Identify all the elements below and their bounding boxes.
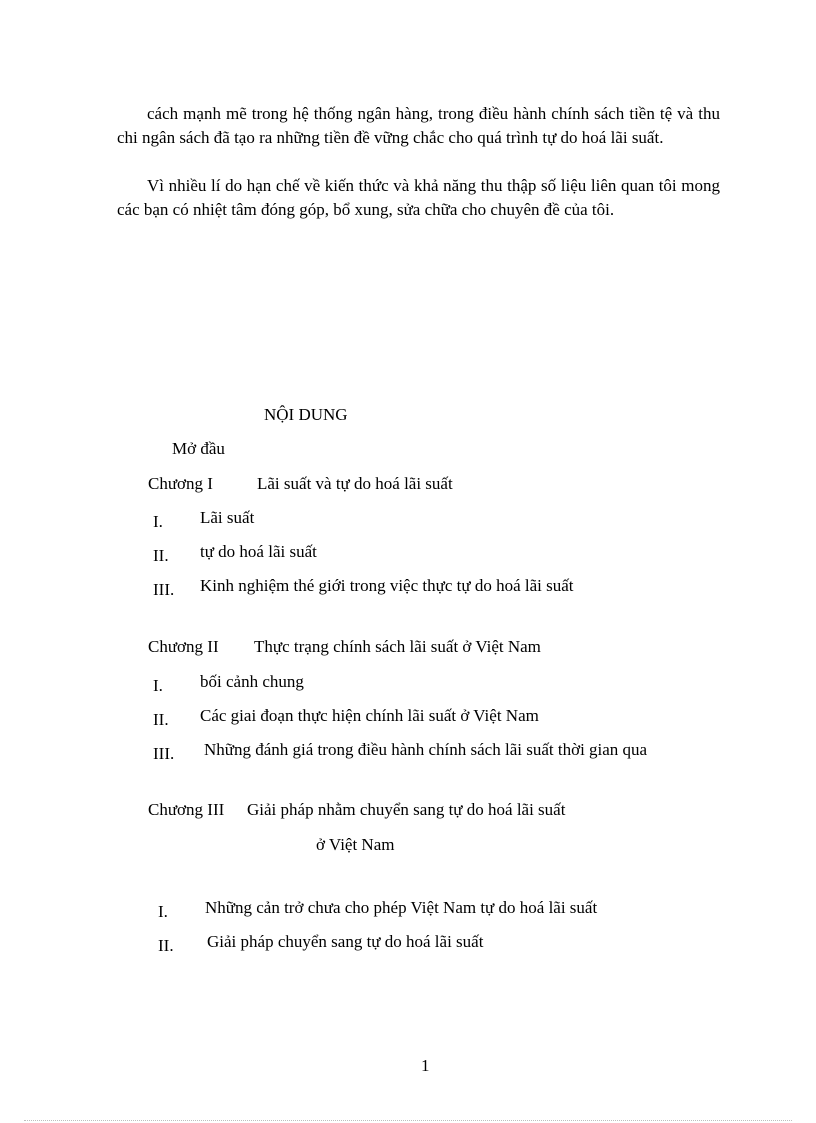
chapter-3-label: Chương III	[148, 800, 225, 819]
chapter-2-label: Chương II	[148, 637, 219, 656]
chapter-2-item-2-number: II.	[153, 710, 169, 729]
intro-paragraph-2: Vì nhiều lí do hạn chế về kiến thức và khả năng thu thập số liệu liên quan tôi mong các bạn có nhiệt tâm đóng góp, bổ xung, sửa chữa cho chuyên đề của tôi.	[117, 176, 720, 219]
chapter-2-item-3-text: Những đánh giá trong điều hành chính sách lãi suất thời gian qua	[204, 740, 648, 759]
page-bottom-border	[24, 1120, 792, 1121]
chapter-3-title: Giải pháp nhằm chuyển sang tự do hoá lãi suất	[247, 800, 566, 819]
chapter-1-item-1-text: Lãi suất	[200, 508, 255, 527]
chapter-1-item-2-text: tự do hoá lãi suất	[200, 542, 317, 561]
chapter-2-item-1-number: I.	[153, 676, 163, 695]
chapter-1-item-3-text: Kinh nghiệm thé giới trong việc thực tự do hoá lãi suất	[200, 576, 574, 595]
chapter-3-item-2-text: Giải pháp chuyển sang tự do hoá lãi suất	[207, 932, 484, 951]
chapter-2-title: Thực trạng chính sách lãi suất ở Việt Nam	[254, 637, 541, 656]
chapter-3-title-continued: ở Việt Nam	[316, 835, 395, 854]
chapter-2-item-2-text: Các giai đoạn thực hiện chính lãi suất ở Việt Nam	[200, 706, 539, 725]
page-number: 1	[421, 1056, 430, 1075]
chapter-1-item-3-number: III.	[153, 580, 175, 599]
chapter-2-item-1-text: bối cảnh chung	[200, 672, 304, 691]
chapter-3-item-1-text: Những cản trở chưa cho phép Việt Nam tự do hoá lãi suất	[205, 898, 598, 917]
chapter-1-item-2-number: II.	[153, 546, 169, 565]
intro-paragraph-1: cách mạnh mẽ trong hệ thống ngân hàng, trong điều hành chính sách tiền tệ và thu chi ngân sách đã tạo ra những tiền đề vững chắc cho quá trình tự do hoá lãi suất.	[117, 104, 720, 147]
toc-opening: Mở đầu	[172, 439, 225, 458]
chapter-3-item-2-number: II.	[158, 936, 174, 955]
chapter-3-item-1-number: I.	[158, 902, 168, 921]
chapter-2-item-3-number: III.	[153, 744, 175, 763]
chapter-1-label: Chương I	[148, 474, 213, 493]
chapter-1-title: Lãi suất và tự do hoá lãi suất	[257, 474, 453, 493]
chapter-1-item-1-number: I.	[153, 512, 163, 531]
toc-heading: NỘI DUNG	[264, 405, 348, 424]
